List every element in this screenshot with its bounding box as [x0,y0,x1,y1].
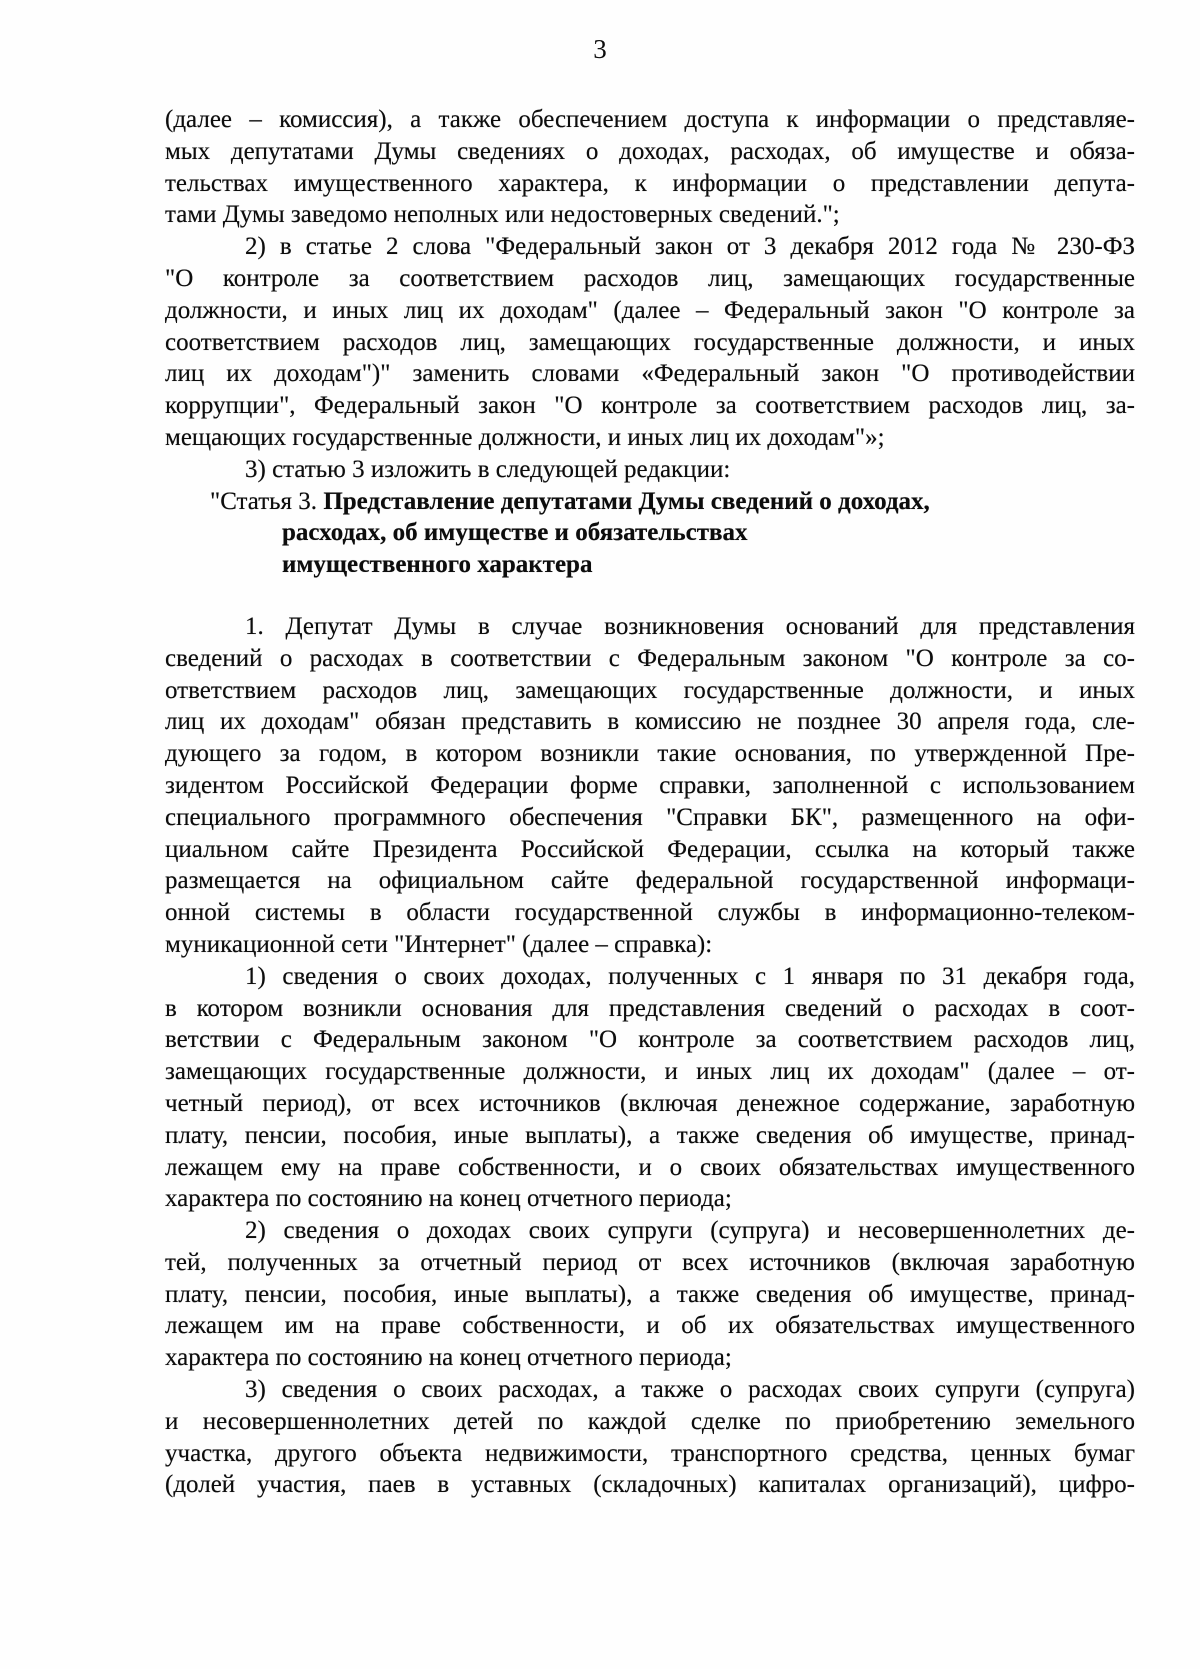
text-line: циальном сайте Президента Российской Федерации, ссылка на который также [165,835,1135,863]
text-line: коррупции", Федеральный закон "О контроле за соответствием расходов лиц, за- [165,392,1135,420]
heading-line [210,486,1135,518]
text-line: 3) сведения о своих расходах, а также о расходах своих супруги (супруга) [245,1376,1135,1404]
paragraph [165,454,1135,486]
text-line: дующего за годом, в котором возникли такие основания, по утвержденной Пре- [165,740,1135,768]
text-line: тельствах имущественного характера, к информации о представлении депута- [165,169,1135,197]
paragraph [165,611,1135,961]
text-line: лежащем им на праве собственности, и об их обязательствах имущественного [165,1312,1135,1340]
text-line: и несовершеннолетних детей по каждой сделке по приобретению земельного [165,1407,1135,1435]
text-line: 1) сведения о своих доходах, полученных с 1 января по 31 декабря года, [245,962,1135,990]
text-line: ветствии с Федеральным законом "О контроле за соответствием расходов лиц, [165,1026,1135,1054]
text-line: в котором возникли основания для представления сведений о расходах в соот- [165,994,1135,1022]
text-line: 3) статью 3 изложить в следующей редакции: [245,455,731,483]
article-heading [165,486,1135,581]
text-line: зидентом Российской Федерации форме справки, заполненной с использованием [165,771,1135,799]
text-line: тами Думы заведомо неполных или недостоверных сведений."; [165,201,840,229]
text-line: специального программного обеспечения "Справки БК", размещенного на офи- [165,803,1135,831]
text-line: 2) в статье 2 слова "Федеральный закон от 3 декабря 2012 года № 230-ФЗ [245,233,1135,261]
text-line: характера по состоянию на конец отчетного периода; [165,1185,732,1213]
text-line: тей, полученных за отчетный период от всех источников (включая заработную [165,1248,1135,1276]
heading-line: имущественного характера [282,551,593,579]
text-line: четный период), от всех источников (включая денежное содержание, заработную [165,1089,1135,1117]
paragraph [165,961,1135,1215]
text-line: (долей участия, паев в уставных (складочных) капиталах организаций), цифро- [165,1471,1135,1499]
text-line: плату, пенсии, пособия, иные выплаты), а также сведения об имуществе, принад- [165,1121,1135,1149]
text-line: лиц их доходам" обязан представить в комиссию не позднее 30 апреля года, сле- [165,708,1135,736]
text-line: размещается на официальном сайте федеральной государственной информаци- [165,867,1135,895]
text-line: плату, пенсии, пособия, иные выплаты), а также сведения об имуществе, принад- [165,1280,1135,1308]
text-line: лиц их доходам")" заменить словами «Федеральный закон "О противодействии [165,360,1135,388]
paragraph [165,231,1135,454]
text-line: мещающих государственные должности, и иных лиц их доходам"»; [165,423,885,451]
document-body [165,104,1135,1501]
text-line: ответствием расходов лиц, замещающих государственные должности, и иных [165,676,1135,704]
text-line: 2) сведения о доходах своих супруги (супруга) и несовершеннолетних де- [245,1217,1135,1245]
page-number: 3 [593,34,607,64]
text-line: сведений о расходах в соответствии с Федеральным законом "О контроле за со- [165,644,1135,672]
text-line: мых депутатами Думы сведениях о доходах, расходах, об имуществе и обяза- [165,137,1135,165]
heading-line: расходах, об имуществе и обязательствах [282,519,748,547]
text-line: муникационной сети "Интернет" (далее – справка): [165,930,713,958]
text-line: участка, другого объекта недвижимости, транспортного средства, ценных бумаг [165,1439,1135,1467]
text-line: онной системы в области государственной службы в информационно-телеком- [165,899,1135,927]
text-line: должности, и иных лиц их доходам" (далее – Федеральный закон "О контроле за [165,296,1135,324]
text-line: лежащем ему на праве собственности, и о своих обязательствах имущественного [165,1153,1135,1181]
paragraph [165,1374,1135,1501]
paragraph [165,1215,1135,1374]
text-line: соответствием расходов лиц, замещающих государственные должности, и иных [165,328,1135,356]
heading-title: Представление депутатами Думы сведений о доходах, [323,487,930,515]
paragraph-gap [165,581,1135,611]
paragraph [165,104,1135,231]
text-line: характера по состоянию на конец отчетного периода; [165,1344,732,1372]
text-line: 1. Депутат Думы в случае возникновения оснований для представления [245,612,1135,640]
text-line: замещающих государственные должности, и иных лиц их доходам" (далее – от- [165,1058,1135,1086]
text-line: "О контроле за соответствием расходов лиц, замещающих государственные [165,264,1135,292]
text-line: (далее – комиссия), а также обеспечением доступа к информации о представляе- [165,106,1135,133]
heading-prefix: "Статья 3. [210,487,324,515]
